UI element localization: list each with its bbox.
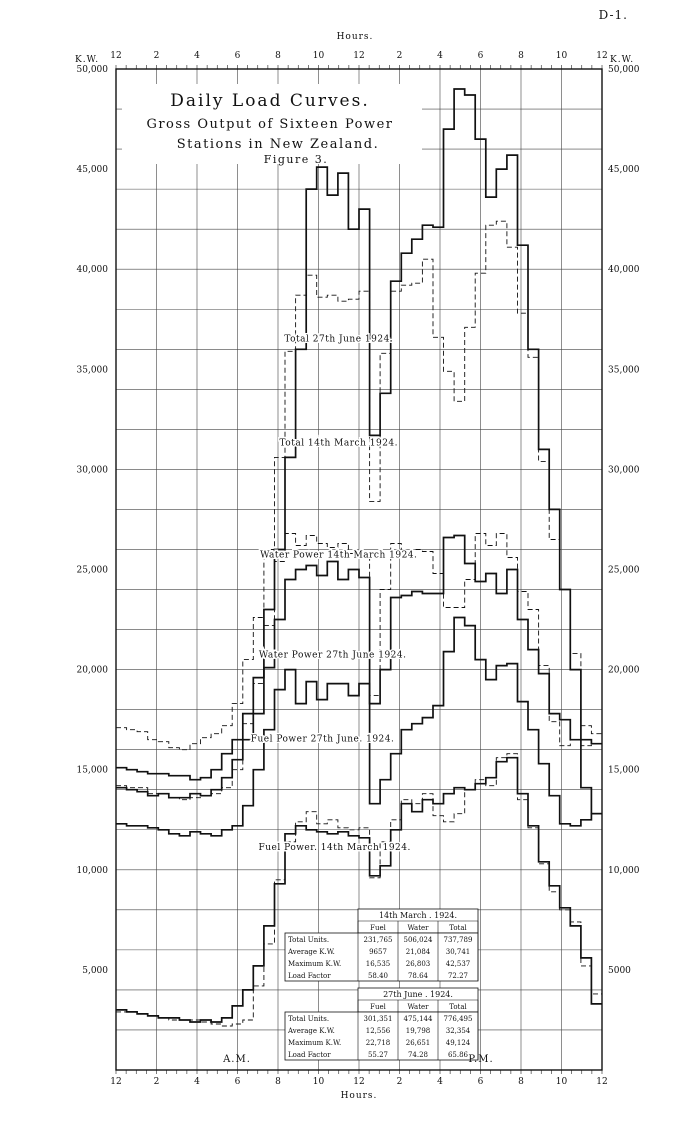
table-cell: 737,789 [443,936,473,944]
x-tick-label-top: 6 [234,51,241,61]
table-cell: 65.86 [447,1051,469,1059]
page-identifier: D-1. [598,8,628,22]
table-row-label: Average K.W. [288,948,335,956]
table-column-header: Fuel [370,924,386,932]
table-cell: 231,765 [363,936,393,944]
table-cell: 21,084 [405,948,431,956]
series-annotation-2: Water Power 14th March 1924. [260,550,418,561]
pm-label: P.M. [468,1054,494,1065]
x-tick-label-bottom: 12 [353,1077,365,1087]
x-tick-label-bottom: 4 [194,1077,200,1087]
table-cell: 58.40 [367,972,389,980]
table-cell: 12,556 [365,1027,391,1035]
x-tick-label-top: 4 [437,51,443,61]
table-cell: 78.64 [407,972,429,980]
x-tick-label-top: 12 [596,51,608,61]
table-row-label: Total Units. [288,936,330,944]
table-cell: 475,144 [403,1015,433,1023]
table-row-label: Maximum K.W. [288,1039,342,1047]
x-tick-label-bottom: 12 [596,1077,608,1087]
series-annotation-3: Water Power 27th June 1924. [258,650,407,661]
x-tick-label-top: 8 [518,51,524,61]
x-tick-label-bottom: 6 [477,1077,484,1087]
table-row-label: Average K.W. [288,1027,335,1035]
table-heading: 14th March . 1924. [378,911,458,920]
y-tick-label-right: 15,000 [608,765,640,776]
x-tick-label-top: 10 [555,51,568,61]
table-cell: 26,651 [405,1039,431,1047]
table-cell: 42,537 [445,960,471,968]
table-cell: 506,024 [403,936,433,944]
x-tick-label-top: 12 [110,51,122,61]
table-row-label: Maximum K.W. [288,960,342,968]
x-tick-label-top: 10 [312,51,325,61]
table-heading: 27th June . 1924. [383,990,453,999]
x-tick-label-bottom: 4 [437,1077,443,1087]
chart-subtitle-line-2: Stations in New Zealand. [176,137,380,152]
y-tick-label-right: 40,000 [608,265,640,276]
x-tick-label-bottom: 2 [396,1077,403,1087]
y-tick-label-right: 20,000 [608,665,640,676]
table-column-header: Fuel [370,1003,386,1011]
y-tick-label-right: 5000 [608,965,631,976]
table-cell: 49,124 [445,1039,471,1047]
series-annotations [251,334,418,853]
y-tick-label-left: 5,000 [82,965,108,976]
am-label: A.M. [223,1054,251,1065]
table-cell: 30,741 [445,948,471,956]
top-axis-label: Hours. [336,32,374,42]
x-axis-label: Hours. [340,1091,378,1101]
table-row-label: Load Factor [288,1051,331,1059]
x-tick-label-top: 6 [477,51,484,61]
table-cell: 74.28 [407,1051,429,1059]
table-row-label: Load Factor [288,972,331,980]
table-cell: 9657 [369,948,387,956]
y-tick-label-left: 15,000 [76,765,108,776]
y-tick-label-right: 25,000 [608,565,640,576]
table-cell: 55.27 [367,1051,389,1059]
x-tick-label-bottom: 10 [312,1077,325,1087]
table-column-header: Total [449,924,467,932]
x-tick-label-bottom: 12 [110,1077,122,1087]
x-tick-label-top: 2 [396,51,403,61]
table-cell: 301,351 [363,1015,393,1023]
table-column-header: Water [407,1003,429,1011]
series-annotation-5: Fuel Power. 14th March 1924. [258,842,411,853]
series-annotation-1: Total 14th March 1924. [279,438,399,449]
x-tick-label-top: 2 [153,51,160,61]
y-tick-label-right: 30,000 [608,465,640,476]
y-tick-label-left: 35,000 [76,365,108,376]
y-axis-label-left: K.W. [75,55,100,65]
y-tick-label-left: 10,000 [76,865,108,876]
y-tick-label-left: 45,000 [76,165,108,176]
table-column-header: Total [449,1003,467,1011]
table-cell: 32,354 [445,1027,471,1035]
table-cell: 26,803 [405,960,431,968]
x-tick-label-bottom: 8 [518,1077,524,1087]
x-tick-label-top: 12 [353,51,365,61]
x-tick-label-bottom: 6 [234,1077,241,1087]
table-cell: 19,798 [405,1027,431,1035]
y-tick-label-right: 50,000 [608,65,640,75]
chart-subtitle-line-1: Gross Output of Sixteen Power [146,117,394,132]
y-tick-label-right: 10,000 [608,865,640,876]
x-tick-label-top: 8 [275,51,281,61]
x-tick-label-bottom: 8 [275,1077,281,1087]
chart-title: Daily Load Curves. [170,91,370,111]
y-tick-label-right: 35,000 [608,365,640,376]
figure-label: Figure 3. [263,153,329,166]
table-row-label: Total Units. [288,1015,330,1023]
series-annotation-4: Fuel Power 27th June. 1924. [250,734,395,745]
table-cell: 22,718 [365,1039,391,1047]
series-annotation-0: Total 27th June 1924. [284,334,394,345]
summary-tables [285,909,478,1060]
x-tick-label-bottom: 2 [153,1077,160,1087]
y-axis-label-right: K.W. [610,55,635,65]
y-tick-label-left: 30,000 [76,465,108,476]
y-tick-label-left: 50,000 [76,65,108,75]
table-cell: 16,535 [365,960,391,968]
y-tick-label-right: 45,000 [608,165,640,176]
y-tick-label-left: 20,000 [76,665,108,676]
table-cell: 72.27 [447,972,469,980]
y-tick-label-left: 25,000 [76,565,108,576]
x-tick-label-top: 4 [194,51,200,61]
table-column-header: Water [407,924,429,932]
y-tick-label-left: 40,000 [76,265,108,276]
table-cell: 776,495 [443,1015,473,1023]
x-tick-label-bottom: 10 [555,1077,568,1087]
